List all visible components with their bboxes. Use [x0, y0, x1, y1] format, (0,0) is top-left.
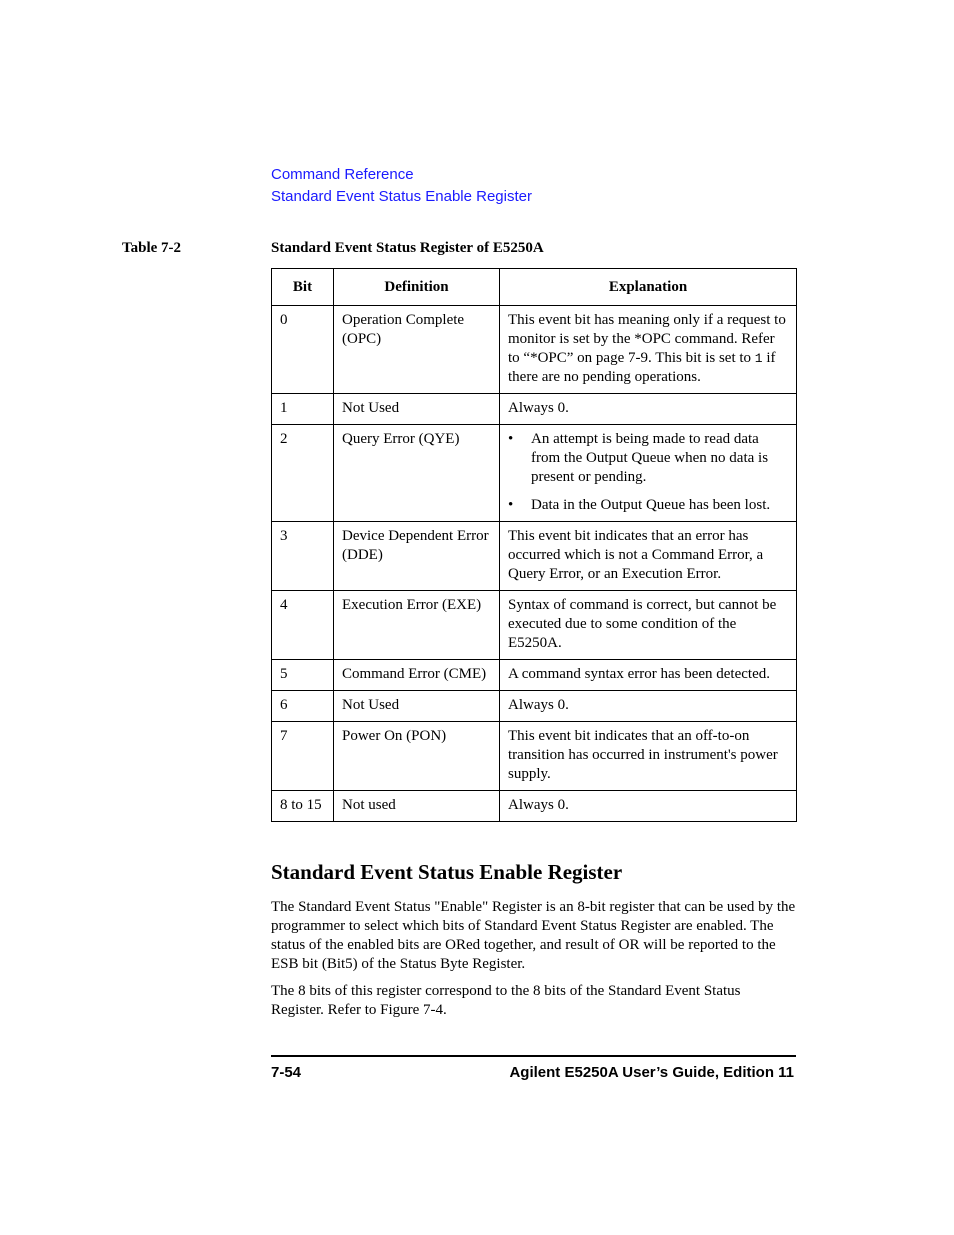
guide-title: Agilent E5250A User’s Guide, Edition 11 [509, 1064, 794, 1081]
cell-bit: 8 to 15 [272, 791, 334, 822]
cell-bit: 5 [272, 660, 334, 691]
cell-definition: Query Error (QYE) [334, 425, 500, 522]
explanation-text: if there are no pending operations. [508, 350, 776, 385]
cell-definition: Operation Complete (OPC) [334, 306, 500, 394]
table-row [272, 425, 797, 522]
cell-definition: Power On (PON) [334, 722, 500, 791]
breadcrumb-section-link[interactable]: Standard Event Status Enable Register [271, 188, 532, 205]
cell-explanation: Syntax of command is correct, but cannot be executed due to some condition of the E5250A. [500, 591, 797, 660]
header-explanation: Explanation [500, 269, 797, 306]
cell-bit: 3 [272, 522, 334, 591]
footer-divider [271, 1055, 796, 1057]
cell-explanation: This event bit indicates that an error has occurred which is not a Command Error, a Query Error, or an Execution Error. [500, 522, 797, 591]
section-heading: Standard Event Status Enable Register [271, 860, 623, 884]
cell-explanation: This event bit indicates that an off-to-on transition has occurred in instrument's power supply. [500, 722, 797, 791]
cell-bit: 0 [272, 306, 334, 394]
body-paragraph: The 8 bits of this register correspond to the 8 bits of the Standard Event Status Register. Refer to Figure 7-4. [271, 983, 741, 1018]
cell-explanation: Always 0. [500, 394, 797, 425]
cell-bit: 2 [272, 425, 334, 522]
explanation-text: This event bit has meaning only if a request to monitor is set by the *OPC command. Refer to “*OPC” on page 7-9. This bit is set to [508, 312, 786, 366]
table-row [272, 591, 797, 660]
cell-definition: Not used [334, 791, 500, 822]
table-row [272, 660, 797, 691]
cell-definition: Not Used [334, 691, 500, 722]
breadcrumb-chapter-link[interactable]: Command Reference [271, 166, 414, 183]
cell-explanation [500, 425, 797, 522]
cell-bit: 6 [272, 691, 334, 722]
cell-explanation: A command syntax error has been detected. [500, 660, 797, 691]
page-number: 7-54 [271, 1064, 302, 1081]
table-number: Table 7-2 [122, 240, 182, 256]
table-row [272, 691, 797, 722]
cell-definition: Execution Error (EXE) [334, 591, 500, 660]
table-title: Standard Event Status Register of E5250A [271, 240, 544, 256]
cell-bit: 4 [272, 591, 334, 660]
table-row [272, 791, 797, 822]
cell-definition: Not Used [334, 394, 500, 425]
cell-definition: Command Error (CME) [334, 660, 500, 691]
header-bit: Bit [272, 269, 334, 306]
cell-bit: 7 [272, 722, 334, 791]
table-row [272, 306, 797, 394]
header-definition: Definition [334, 269, 500, 306]
cell-explanation [500, 306, 797, 394]
code-value: 1 [754, 351, 763, 366]
table-row [272, 394, 797, 425]
body-paragraph: The Standard Event Status "Enable" Register is an 8-bit register that can be used by the programmer to select which bits of Standard Event Status Register are enabled. The status of the enabled bits are ORed together, and result of OR will be reported to the ESB bit (Bit5) of the Status Byte Register. [271, 899, 796, 972]
cell-explanation: Always 0. [500, 691, 797, 722]
cell-definition: Device Dependent Error (DDE) [334, 522, 500, 591]
status-register-table [271, 268, 797, 822]
cell-bit: 1 [272, 394, 334, 425]
bullet-item: • Data in the Output Queue has been lost. [508, 496, 788, 515]
table-row [272, 722, 797, 791]
cell-explanation: Always 0. [500, 791, 797, 822]
bullet-item: • An attempt is being made to read data from the Output Queue when no data is present or pending. [508, 430, 788, 487]
table-header-row [272, 269, 797, 306]
table-row [272, 522, 797, 591]
explanation-bullet-list [508, 430, 788, 515]
